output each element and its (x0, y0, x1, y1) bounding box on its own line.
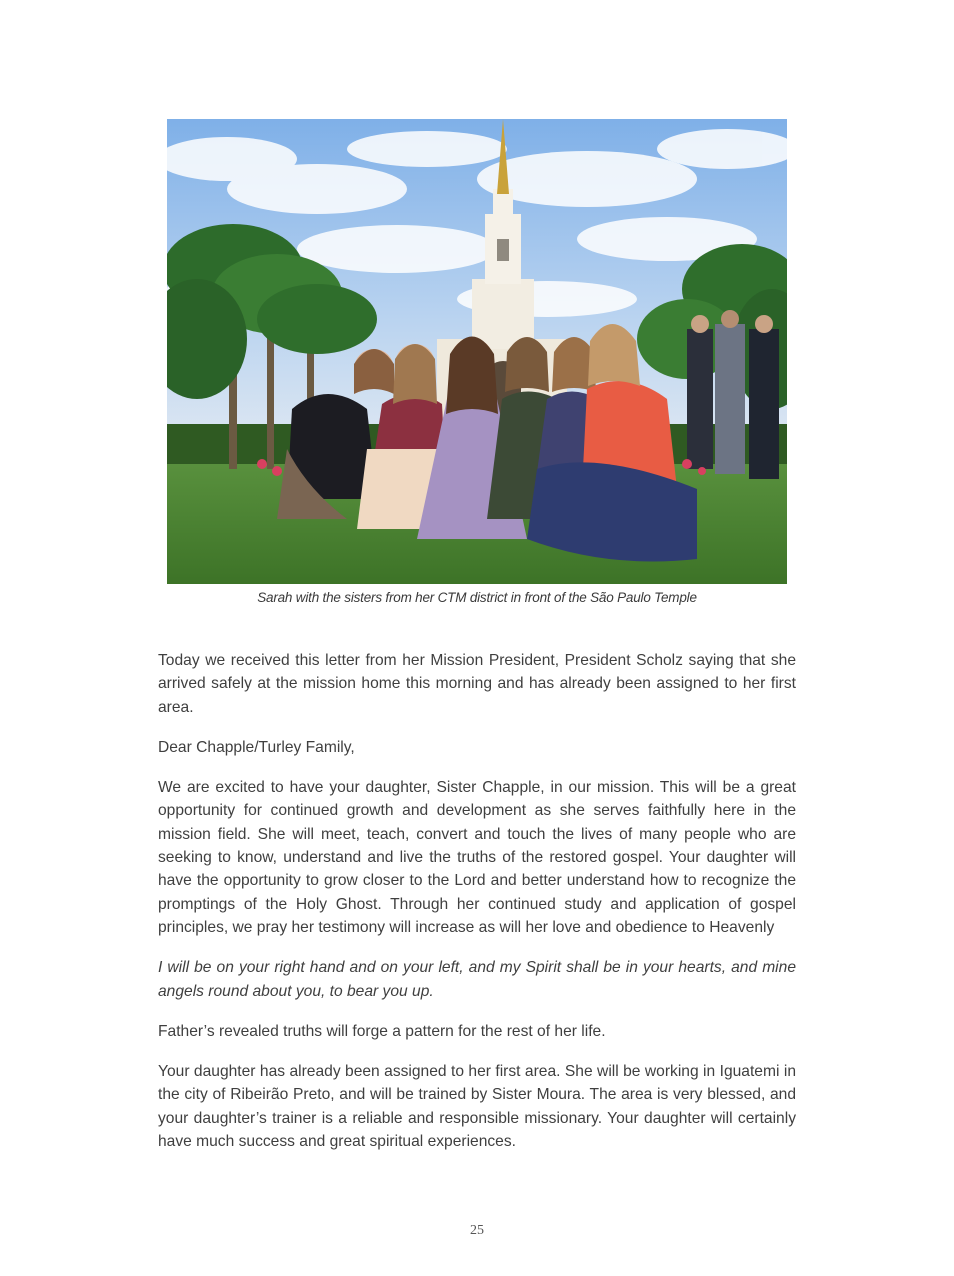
letter-paragraph: Your daughter has already been assigned to her first area. She will be working in Iguatemi in the city of Ribeirão Preto, and will be trained by Sister Moura. The area is very blessed, and your daughter’s trainer is a reliable and responsible missionary. Your daughter will certainly have much success and great spiritual experiences. (158, 1063, 796, 1151)
page-number: 25 (470, 1223, 484, 1238)
letter-body (158, 649, 796, 1170)
letter-paragraph: We are excited to have your daughter, Sister Chapple, in our mission. This will be a great opportunity for continued growth and development as she serves faithfully here in the mission field. She will meet, teach, convert and touch the lives of many people who are seeking to know, understand and live the truths of the restored gospel. Your daughter will have the opportunity to grow closer to the Lord and better understand how to recognize the promptings of the Holy Ghost. Through her continued study and application of gospel principles, we pray her testimony will increase as will her love and obedience to Heavenly (158, 779, 796, 936)
salutation: Dear Chapple/Turley Family, (158, 738, 355, 756)
intro-paragraph: Today we received this letter from her Mission President, President Scholz saying that she arrived safely at the mission home this morning and has already been assigned to her first area. (158, 652, 796, 716)
photo-caption: Sarah with the sisters from her CTM district in front of the São Paulo Temple (257, 590, 697, 605)
scripture-quote: I will be on your right hand and on your left, and my Spirit shall be in your hearts, and mine angels round about you, to bear you up. (158, 959, 796, 1000)
photo-icon (167, 119, 787, 584)
temple-photo (167, 119, 787, 584)
letter-paragraph: Father’s revealed truths will forge a pattern for the rest of her life. (158, 1022, 606, 1040)
